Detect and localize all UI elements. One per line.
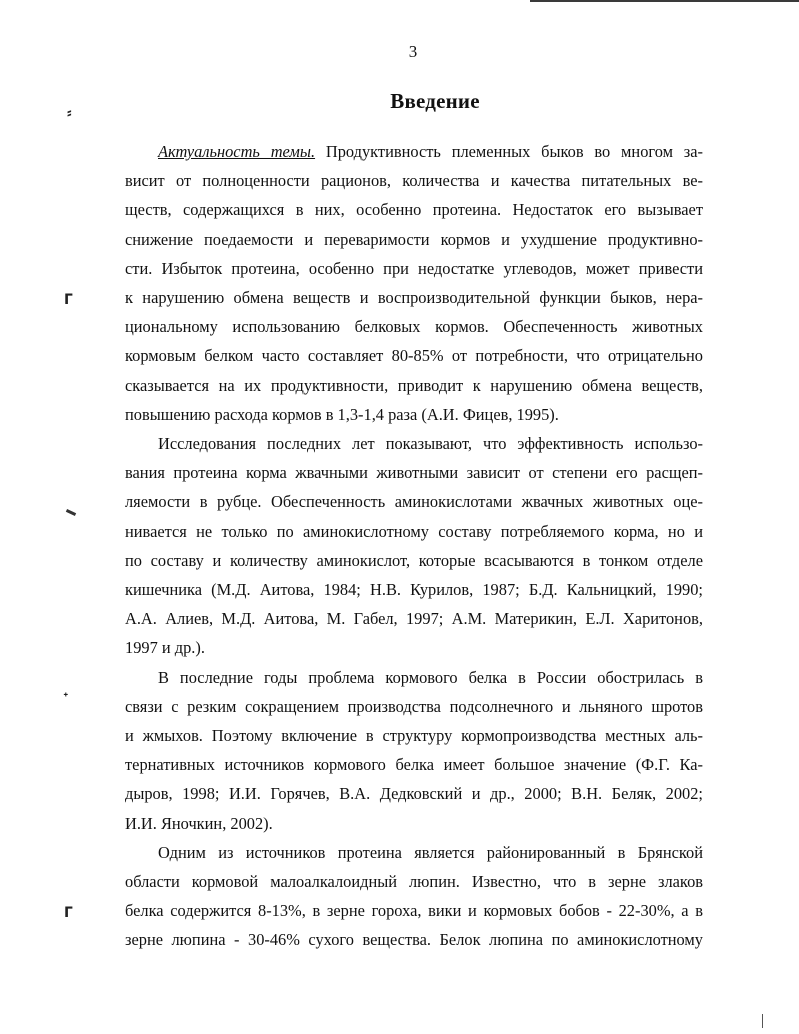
scan-mark-5: ᒥ	[64, 905, 73, 921]
text-line: вания протеина корма жвачными животными зависит от степени его расщеп-	[125, 463, 703, 483]
paragraph-4	[125, 838, 703, 955]
text-line: И.И. Яночкин, 2002).	[125, 813, 273, 833]
text-line: 1997 и др.).	[125, 638, 205, 658]
text-line: Одним из источников протеина является районированный в Брянской	[158, 842, 703, 862]
top-rule	[530, 0, 799, 2]
text-line: Актуальность темы. Продуктивность племенных быков во многом за-	[158, 142, 703, 161]
page-number: 3	[408, 42, 418, 61]
text-line: повышению расхода кормов в 1,3-1,4 раза (А.И. Фицев, 1995).	[125, 404, 559, 424]
text-line: снижение поедаемости и переваримости кормов и ухудшение продуктивно-	[125, 229, 703, 249]
scan-mark-2: ᒥ	[64, 292, 73, 308]
paragraph-3	[125, 663, 703, 838]
text-line: связи с резким сокращением производства подсолнечного и льняного шротов	[125, 696, 703, 716]
text-line: к нарушению обмена веществ и воспроизводительной функции быков, нера-	[125, 288, 703, 308]
text-line: сказывается на их продуктивности, приводит к нарушению обмена веществ,	[125, 375, 703, 395]
body-text	[125, 137, 703, 955]
scan-mark-6	[762, 1014, 763, 1028]
text-line: кормовым белком часто составляет 80-85% от потребности, что отрицательно	[125, 346, 703, 366]
text-line: зерне люпина - 30-46% сухого вещества. Белок люпина по аминокислотному	[125, 930, 703, 950]
text-line: белка содержится 8-13%, в зерне гороха, вики и кормовых бобов - 22-30%, а в	[125, 901, 703, 921]
text-line: тернативных источников кормового белка имеет большое значение (Ф.Г. Ка-	[125, 755, 703, 775]
scan-mark-3	[66, 509, 76, 516]
text-line: А.А. Алиев, М.Д. Аитова, М. Габел, 1997; А.М. Материкин, Е.Л. Харитонов,	[125, 609, 703, 629]
text-line: В последние годы проблема кормового белка в России обострилась в	[158, 667, 703, 687]
text-line: Исследования последних лет показывают, что эффективность использо-	[158, 434, 703, 454]
page-title: Введение	[390, 89, 480, 113]
text-line: кишечника (М.Д. Аитова, 1984; Н.В. Курилов, 1987; Б.Д. Кальницкий, 1990;	[125, 580, 703, 600]
scan-mark-1: ⸗	[67, 105, 72, 121]
text-line: области кормовой малоалкалоидный люпин. Известно, что в зерне злаков	[125, 872, 703, 892]
text-line: сти. Избыток протеина, особенно при недостатке углеводов, может привести	[125, 258, 703, 278]
text-line: нивается не только по аминокислотному составу потребляемого корма, но и	[125, 521, 703, 541]
text-line: дыров, 1998; И.И. Горячев, В.А. Дедковский и др., 2000; В.Н. Беляк, 2002;	[125, 784, 703, 804]
paragraph-1	[125, 137, 703, 429]
scan-mark-4: ᐩ	[63, 690, 69, 706]
text-line: циональному использованию белковых кормов. Обеспеченность животных	[125, 317, 703, 337]
lead-phrase: Актуальность темы.	[158, 142, 316, 161]
paragraph-2	[125, 429, 703, 663]
text-line: и жмыхов. Поэтому включение в структуру кормопроизводства местных аль-	[125, 726, 703, 746]
text-line: висит от полноценности рационов, количества и качества питательных ве-	[125, 171, 703, 191]
text-line: по составу и количеству аминокислот, которые всасываются в тонком отделе	[125, 550, 703, 570]
text-line: ляемости в рубце. Обеспеченность аминокислотами жвачных животных оце-	[125, 492, 703, 512]
text-line: ществ, содержащихся в них, особенно протеина. Недостаток его вызывает	[125, 200, 703, 220]
